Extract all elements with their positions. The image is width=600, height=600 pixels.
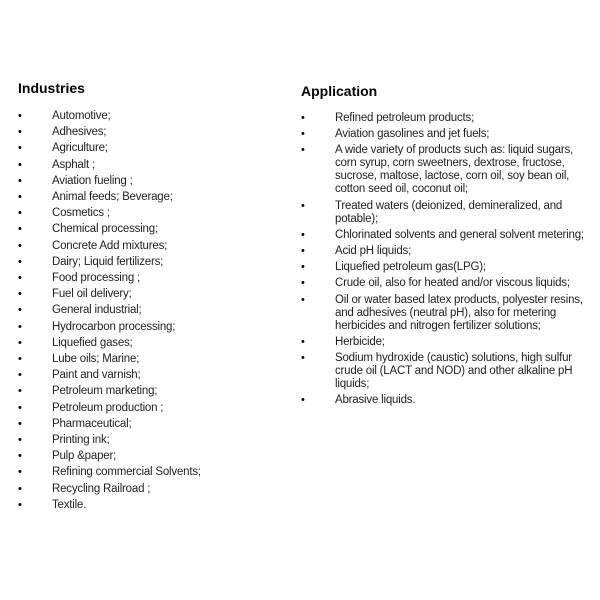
list-item-text: Pharmaceutical; <box>52 417 132 430</box>
bullet-icon: • <box>18 336 22 349</box>
list-item-text: Liquefied petroleum gas(LPG); <box>335 261 486 274</box>
bullet-icon: • <box>18 142 22 155</box>
list-item <box>301 336 595 349</box>
list-item <box>18 205 288 221</box>
list-item-text: Herbicide; <box>335 335 385 348</box>
list-item-text: Petroleum production ; <box>52 401 164 414</box>
list-item <box>301 128 595 141</box>
list-item-text: Treated waters (deionized, demineralized, and potable); <box>335 199 563 225</box>
list-item <box>18 383 288 399</box>
bullet-icon: • <box>18 191 22 204</box>
application-list <box>301 112 595 410</box>
bullet-icon: • <box>301 112 305 124</box>
list-item-text: Aviation fueling ; <box>52 174 133 187</box>
list-item <box>18 448 288 464</box>
list-item-text: A wide variety of products such as: liquid sugars, corn syrup, corn sweetners, dextrose, fructose, sucrose, maltose, lactose, corn oil, soy bean oil, cotton seed oil, coconut oil; <box>335 144 574 196</box>
bullet-icon: • <box>18 482 22 495</box>
list-item-text: Aviation gasolines and jet fuels; <box>335 128 490 141</box>
list-item-text: Sodium hydroxide (caustic) solutions, high sulfur crude oil (LACT and NOD) and other alkaline pH liquids; <box>335 351 573 390</box>
bullet-icon: • <box>18 466 22 479</box>
bullet-icon: • <box>18 126 22 139</box>
bullet-icon: • <box>18 434 22 447</box>
list-item <box>18 481 288 497</box>
list-item <box>301 200 595 226</box>
bullet-icon: • <box>18 401 22 414</box>
bullet-icon: • <box>18 498 22 511</box>
list-item-text: Automotive; <box>52 110 111 122</box>
list-item <box>18 286 288 302</box>
list-item <box>18 497 288 513</box>
list-item <box>301 261 595 274</box>
bullet-icon: • <box>18 385 22 398</box>
list-item <box>18 351 288 367</box>
list-item-text: Oil or water based latex products, polyester resins, and adhesives (neutral pH), also for metering herbicides and nitrogen fertilizer solutions; <box>335 293 583 332</box>
bullet-icon: • <box>18 272 22 285</box>
list-item-text: Cosmetics ; <box>52 207 110 220</box>
bullet-icon: • <box>18 450 22 463</box>
bullet-icon: • <box>18 417 22 430</box>
list-item-text: Crude oil, also for heated and/or viscous liquids; <box>335 277 570 290</box>
list-item <box>18 221 288 237</box>
bullet-icon: • <box>18 158 22 171</box>
list-item-text: Asphalt ; <box>52 158 95 171</box>
list-item-text: Dairy; Liquid fertilizers; <box>52 255 164 268</box>
industries-heading: Industries <box>18 80 85 96</box>
list-item-text: Agriculture; <box>52 142 108 155</box>
list-item <box>18 124 288 140</box>
list-item <box>18 140 288 156</box>
bullet-icon: • <box>18 304 22 317</box>
list-item <box>18 302 288 318</box>
list-item <box>18 173 288 189</box>
bullet-icon: • <box>18 369 22 382</box>
list-item-text: Adhesives; <box>52 126 107 139</box>
bullet-icon: • <box>301 244 305 257</box>
bullet-icon: • <box>301 335 305 348</box>
list-item <box>301 144 595 196</box>
list-item-text: Animal feeds; Beverage; <box>52 191 173 204</box>
bullet-icon: • <box>18 239 22 252</box>
list-item <box>18 432 288 448</box>
list-item <box>301 394 595 407</box>
list-item <box>18 367 288 383</box>
list-item-text: Acid pH liquids; <box>335 244 412 257</box>
list-item-text: Pulp &paper; <box>52 450 117 463</box>
bullet-icon: • <box>18 320 22 333</box>
list-item-text: Liquefied gases; <box>52 336 133 349</box>
list-item <box>18 238 288 254</box>
list-item-text: Chlorinated solvents and general solvent metering; <box>335 228 584 241</box>
list-item <box>301 294 595 333</box>
list-item-text: Refining commercial Solvents; <box>52 466 201 479</box>
bullet-icon: • <box>18 353 22 366</box>
list-item-text: General industrial; <box>52 304 142 317</box>
bullet-icon: • <box>301 277 305 290</box>
list-item-text: Paint and varnish; <box>52 369 141 382</box>
list-item <box>301 229 595 242</box>
list-item-text: Recycling Railroad ; <box>52 482 151 495</box>
bullet-icon: • <box>301 351 305 364</box>
bullet-icon: • <box>301 144 305 157</box>
list-item-text: Fuel oil delivery; <box>52 288 132 301</box>
bullet-icon: • <box>18 223 22 236</box>
list-item <box>18 319 288 335</box>
list-item <box>18 335 288 351</box>
list-item <box>301 277 595 290</box>
list-item <box>18 108 288 124</box>
list-item-text: Refined petroleum products; <box>335 112 475 124</box>
list-item <box>301 352 595 391</box>
list-item-text: Hydrocarbon processing; <box>52 320 176 333</box>
list-item-text: Petroleum marketing; <box>52 385 158 398</box>
list-item-text: Printing ink; <box>52 434 110 447</box>
bullet-icon: • <box>301 261 305 274</box>
bullet-icon: • <box>18 255 22 268</box>
list-item-text: Abrasive liquids. <box>335 394 416 407</box>
list-item-text: Concrete Add mixtures; <box>52 239 168 252</box>
application-heading: Application <box>301 83 378 99</box>
list-item <box>18 254 288 270</box>
bullet-icon: • <box>301 128 305 141</box>
list-item <box>18 157 288 173</box>
list-item-text: Chemical processing; <box>52 223 158 236</box>
list-item-text: Textile. <box>52 498 87 511</box>
list-item-text: Lube oils; Marine; <box>52 353 140 366</box>
bullet-icon: • <box>301 293 305 306</box>
list-item <box>18 270 288 286</box>
list-item <box>301 112 595 125</box>
bullet-icon: • <box>301 394 305 407</box>
bullet-icon: • <box>18 207 22 220</box>
list-item <box>301 245 595 258</box>
bullet-icon: • <box>18 174 22 187</box>
list-item <box>18 189 288 205</box>
bullet-icon: • <box>301 228 305 241</box>
bullet-icon: • <box>301 199 305 212</box>
list-item <box>18 416 288 432</box>
list-item <box>18 400 288 416</box>
industries-list <box>18 108 288 513</box>
bullet-icon: • <box>18 288 22 301</box>
bullet-icon: • <box>18 110 22 122</box>
list-item-text: Food processing ; <box>52 272 141 285</box>
list-item <box>18 464 288 480</box>
